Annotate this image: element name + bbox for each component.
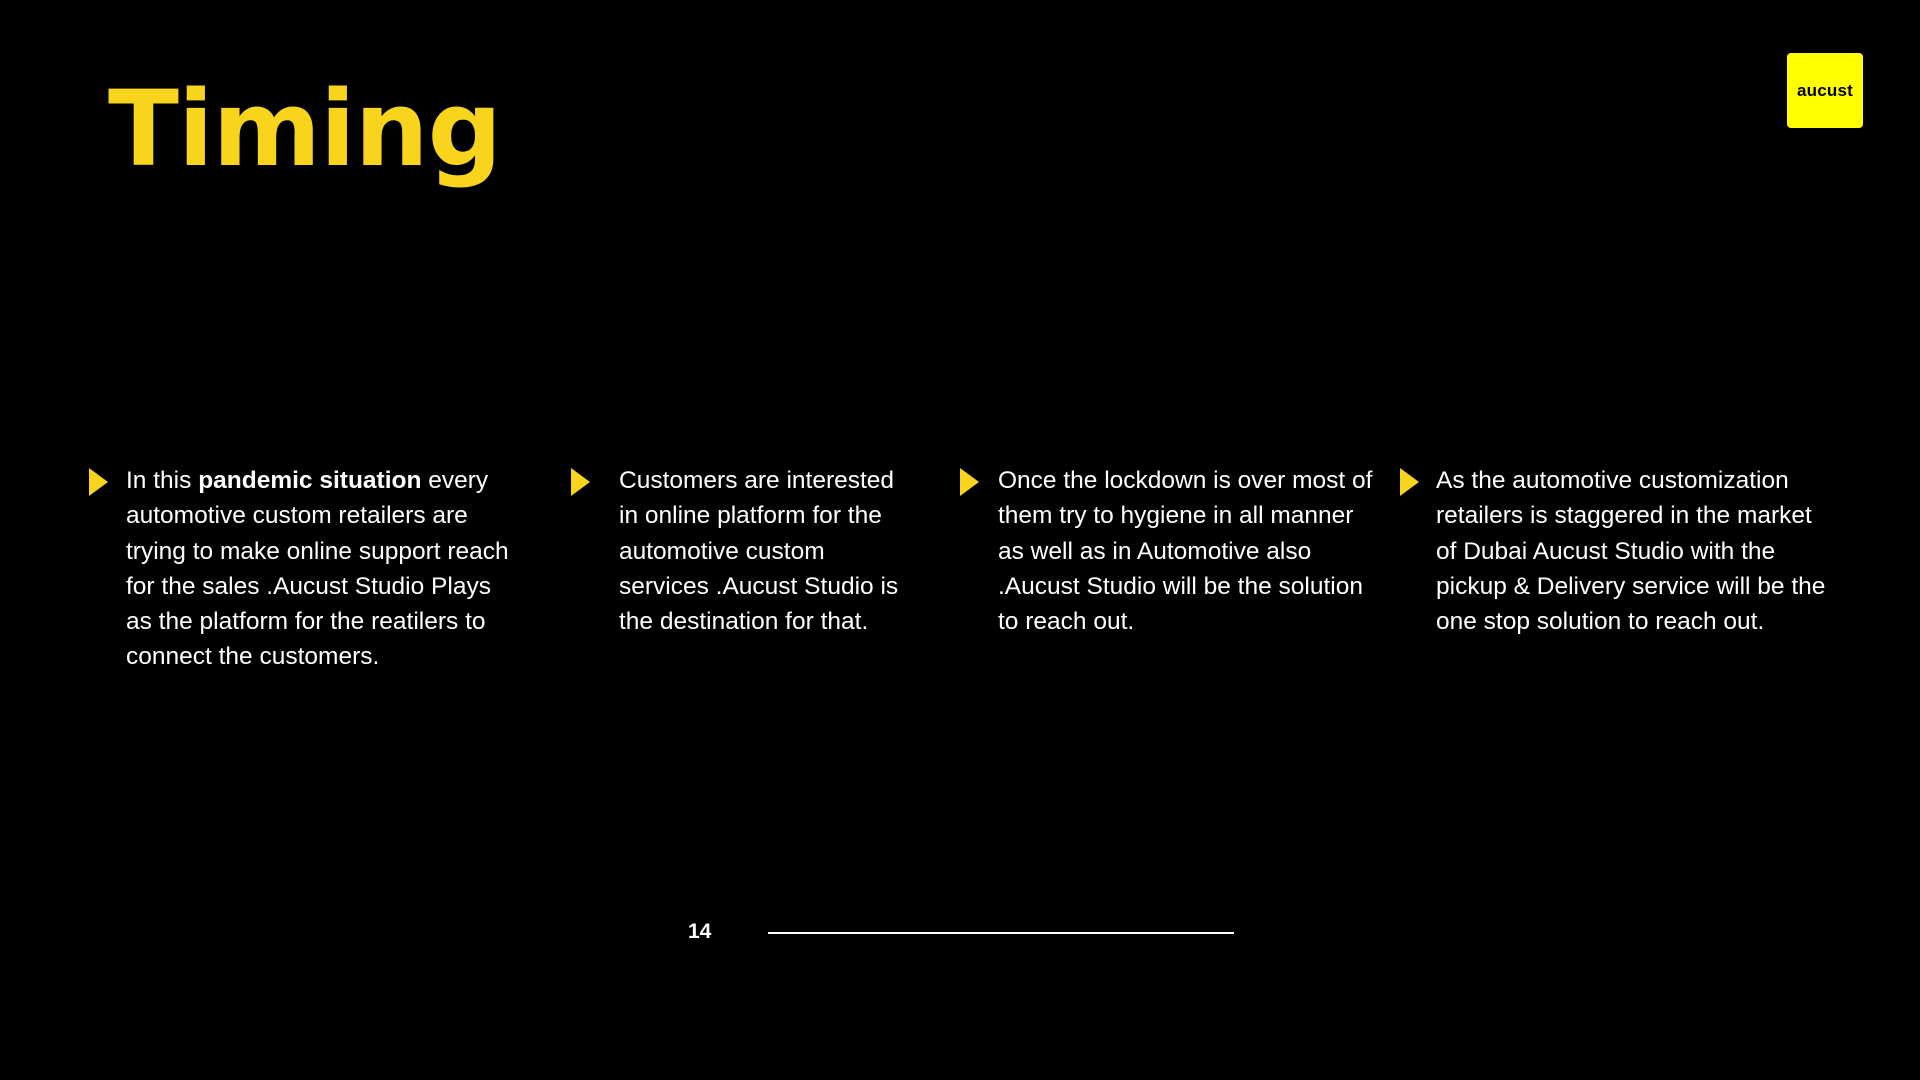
column-3-text: Once the lockdown is over most of them try to hygiene in all manner as well as in Automotive also .Aucust Studio will be the solution to reach out. [998,467,1373,636]
column-1-text-before: In this [126,467,199,494]
column-1-text [126,463,521,675]
triangle-bullet-icon [1400,468,1419,496]
triangle-bullet-icon [960,468,979,496]
column-2-text: Customers are interested in online platform for the automotive custom services .Aucust Studio is the destination for that. [619,467,899,636]
brand-logo [1787,53,1863,128]
brand-logo-text: aucust [1797,80,1853,100]
triangle-bullet-icon [571,468,590,496]
footer-divider [768,932,1234,934]
column-1-text-after: every automotive custom retailers are trying to make online support reach for the sales .Aucust Studio Plays as the platform for the reatilers to connect the customers. [126,467,509,671]
triangle-bullet-icon [89,468,108,496]
slide-title: Timing [108,68,502,190]
page-number: 14 [688,920,712,943]
column-4-text: As the automotive customization retailers is staggered in the market of Dubai Aucust Studio with the pickup & Delivery service will be the one stop solution to reach out. [1436,467,1826,636]
column-1-text-bold: pandemic situation [198,467,422,494]
